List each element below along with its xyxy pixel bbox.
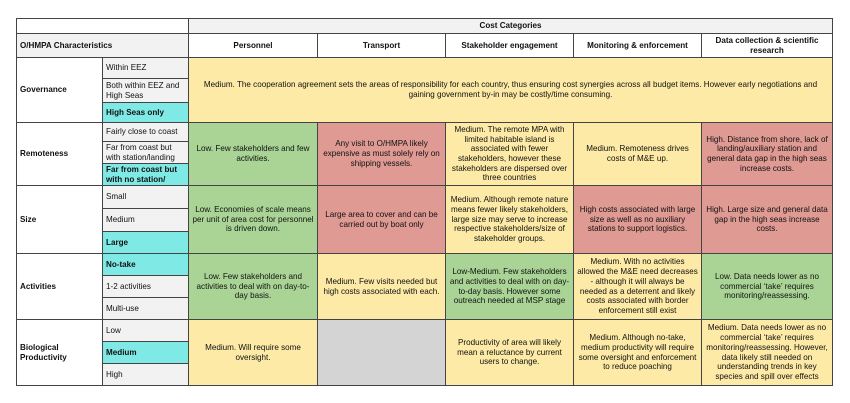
size-personnel-cell: Low. Economies of scale means per unit of area cost for personnel is driven down. xyxy=(189,186,318,254)
cost-table-container xyxy=(16,18,833,386)
remoteness-stakeholder-cell: Medium. The remote MPA with limited habitable island is associated with fewer stakeholders, however these stakeholders are dispersed over three countries xyxy=(446,123,574,186)
productivity-monitoring-cell: Medium. Although no-take, medium productivity will require some oversight and enforcement to reduce poaching xyxy=(574,320,702,386)
activities-option: 1-2 activities xyxy=(103,276,189,298)
remoteness-data-cell: High. Distance from shore, lack of landing/auxiliary station and general data gap in the high seas increase costs. xyxy=(702,123,833,186)
productivity-option: High xyxy=(103,364,189,386)
header-row-columns xyxy=(17,34,833,58)
header-blank-cell xyxy=(17,19,189,34)
size-option-selected: Large xyxy=(103,232,189,254)
remoteness-option: Far from coast but with station/landing xyxy=(103,142,189,164)
group-label-biological-productivity: Biological Productivity xyxy=(17,320,103,386)
column-header-personnel: Personnel xyxy=(189,34,318,58)
remoteness-personnel-cell: Low. Few stakeholders and few activities. xyxy=(189,123,318,186)
productivity-personnel-cell: Medium. Will require some oversight. xyxy=(189,320,318,386)
productivity-stakeholder-cell: Productivity of area will likely mean a reluctance by current users to change. xyxy=(446,320,574,386)
governance-option: Within EEZ xyxy=(103,58,189,79)
productivity-option: Low xyxy=(103,320,189,342)
governance-merged-cell: Medium. The cooperation agreement sets the areas of responsibility for each country, thus ensuring cost synergies across all budget items. However early negotiations and gaining government by-in may be costly/time consuming. xyxy=(189,58,833,123)
activities-option: Multi-use xyxy=(103,298,189,320)
group-label-remoteness: Remoteness xyxy=(17,123,103,186)
productivity-row-1 xyxy=(17,320,833,342)
governance-option: Both within EEZ and High Seas xyxy=(103,79,189,103)
size-option: Small xyxy=(103,186,189,209)
remoteness-transport-cell: Any visit to O/HMPA likely expensive as must solely rely on shipping vessels. xyxy=(318,123,446,186)
characteristics-header: O/HMPA Characteristics xyxy=(17,34,189,58)
remoteness-row-1 xyxy=(17,123,833,142)
governance-option-selected: High Seas only xyxy=(103,103,189,123)
size-data-cell: High. Large size and general data gap in the high seas increase costs. xyxy=(702,186,833,254)
activities-row-1 xyxy=(17,254,833,276)
group-label-governance: Governance xyxy=(17,58,103,123)
group-label-activities: Activities xyxy=(17,254,103,320)
activities-personnel-cell: Low. Few stakeholders and activities to deal with on day-to-day basis. xyxy=(189,254,318,320)
governance-row-1 xyxy=(17,58,833,79)
size-stakeholder-cell: Medium. Although remote nature means fewer likely stakeholders, large size may serve to increase respective stakeholders/size of stakeholder groups. xyxy=(446,186,574,254)
activities-option-selected: No-take xyxy=(103,254,189,276)
remoteness-option: Fairly close to coast xyxy=(103,123,189,142)
productivity-transport-cell xyxy=(318,320,446,386)
productivity-option-selected: Medium xyxy=(103,342,189,364)
size-option: Medium xyxy=(103,209,189,232)
activities-monitoring-cell: Medium. With no activities allowed the M&E need decreases - although it will always be needed as a deterrent and likely costs associated with border enforcement still exist xyxy=(574,254,702,320)
size-monitoring-cell: High costs associated with large size as well as no auxiliary stations to support logistics. xyxy=(574,186,702,254)
size-row-1 xyxy=(17,186,833,209)
column-header-data-collection: Data collection & scientific research xyxy=(702,34,833,58)
size-transport-cell: Large area to cover and can be carried out by boat only xyxy=(318,186,446,254)
column-header-stakeholder-engagement: Stakeholder engagement xyxy=(446,34,574,58)
header-row-categories xyxy=(17,19,833,34)
remoteness-option-selected: Far from coast but with no station/ xyxy=(103,164,189,186)
productivity-data-cell: Medium. Data needs lower as no commercial ‘take’ requires monitoring/reassessing. However, data likely still needed on understanding trends in key species and spill over effects xyxy=(702,320,833,386)
cost-categories-header: Cost Categories xyxy=(189,19,833,34)
activities-transport-cell: Medium. Few visits needed but high costs associated with each. xyxy=(318,254,446,320)
activities-data-cell: Low. Data needs lower as no commercial ‘take’ requires monitoring/reassessing. xyxy=(702,254,833,320)
cost-categories-table xyxy=(16,18,833,386)
column-header-monitoring-enforcement: Monitoring & enforcement xyxy=(574,34,702,58)
remoteness-monitoring-cell: Medium. Remoteness drives costs of M&E up. xyxy=(574,123,702,186)
activities-stakeholder-cell: Low-Medium. Few stakeholders and activities to deal with on day-to-day basis. However some outreach needed at MSP stage xyxy=(446,254,574,320)
group-label-size: Size xyxy=(17,186,103,254)
column-header-transport: Transport xyxy=(318,34,446,58)
